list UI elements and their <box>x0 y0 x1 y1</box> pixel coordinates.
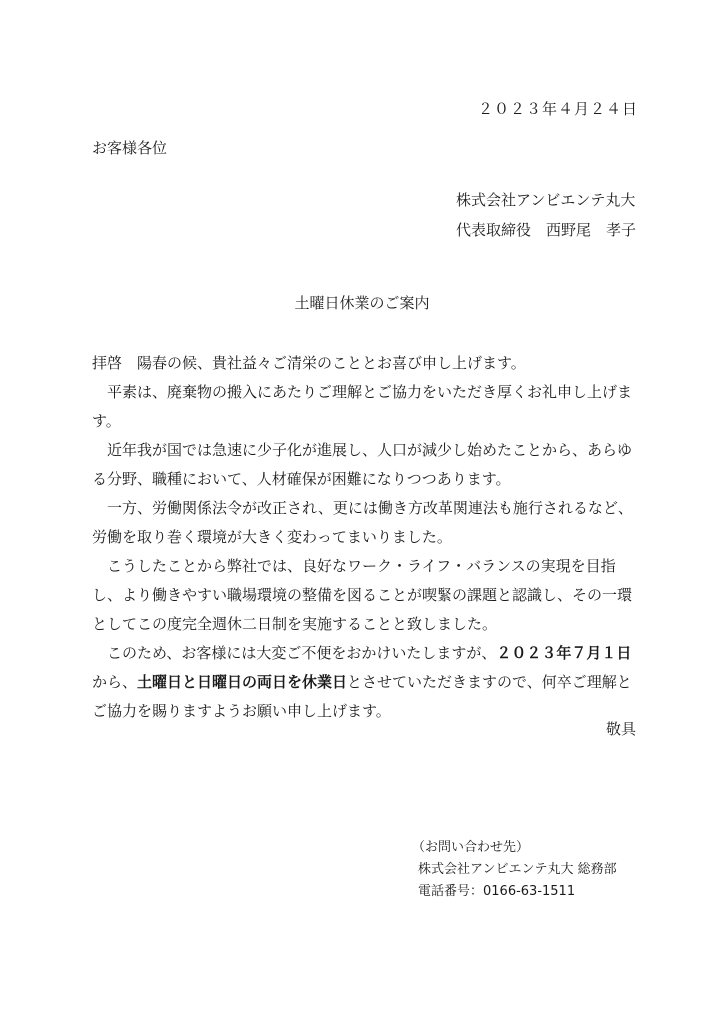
contact-label: （お問い合わせ先） <box>412 840 530 855</box>
body-paragraph: 一方、労働関係法令が改正され、更には働き方改革関連法も施行されるなど、労働を取り巻く環境が大きく変わってまいりました。 <box>92 499 633 546</box>
body-paragraph: 平素は、廃棄物の搬入にあたりご理解とご協力をいただき厚くお礼申し上げます。 <box>92 383 633 430</box>
addressee: お客様各位 <box>92 139 168 157</box>
letter-date: ２０２３年４月２４日 <box>477 100 638 118</box>
notice-text: このため、お客様には大変ご不便をおかけいたしますが、 <box>107 644 497 662</box>
contact-block <box>412 837 617 903</box>
body-paragraph: 近年我が国では急速に少子化が進展し、人口が減少し始めたことから、あらゆる分野、職種において、人材確保が困難になりつつあります。 <box>92 441 633 488</box>
closing-remark: 敬具 <box>605 720 636 738</box>
letter-body <box>92 349 637 726</box>
contact-department: 株式会社アンビエンテ丸大 総務部 <box>418 862 617 877</box>
sender-representative: 代表取締役 西野尾 孝子 <box>455 221 636 239</box>
greeting-paragraph: 拝啓 陽春の候、貴社益々ご清栄のこととお喜び申し上げます。 <box>92 354 526 372</box>
sender-block <box>456 185 636 245</box>
body-paragraph: こうしたことから弊社では、良好なワーク・ライフ・バランスの実現を目指し、より働きやすい職場環境の整備を図ることが喫緊の課題と認識し、その一環としてこの度完全週休二日制を実施することと致しました。 <box>92 557 633 633</box>
notice-text: とさせていただきますので、何卒ご理解とご協力を賜りますようお願い申し上げます。 <box>92 673 632 720</box>
notice-text: から、 <box>92 673 138 691</box>
letter-subject: 土曜日休業のご案内 <box>294 294 430 312</box>
contact-phone: 電話番号：0166-63-1511 <box>418 884 576 899</box>
notice-paragraph <box>92 639 637 726</box>
effective-date: ２０２３年７月１日 <box>496 644 632 662</box>
closed-days: 土曜日と日曜日の両日を休業日 <box>137 673 348 691</box>
sender-company: 株式会社アンビエンテ丸大 <box>455 191 636 209</box>
